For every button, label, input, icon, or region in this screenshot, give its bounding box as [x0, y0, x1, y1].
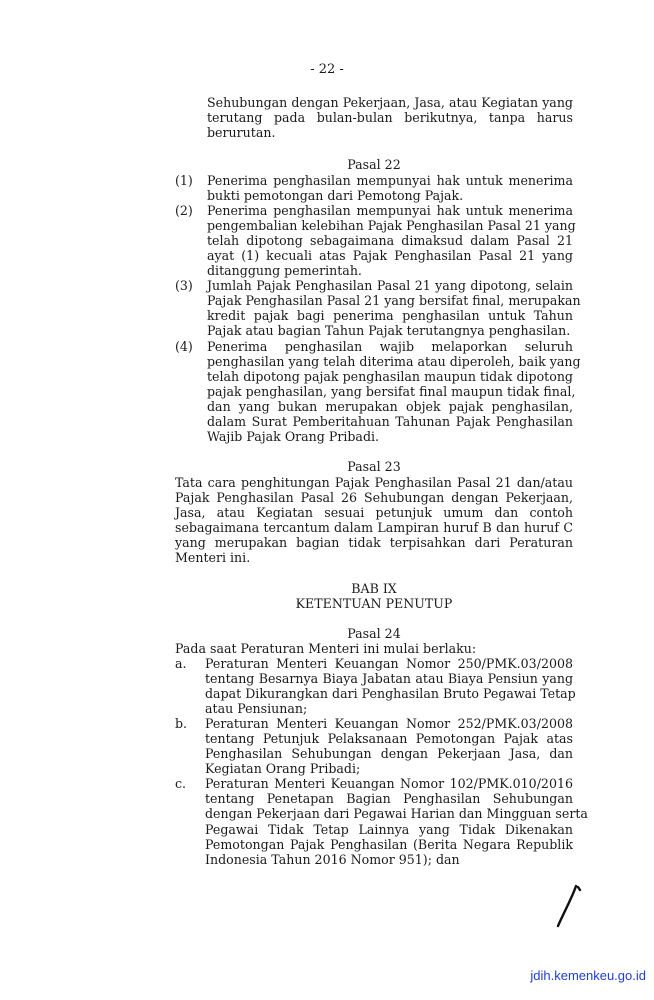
pasal-24-intro: Pada saat Peraturan Menteri ini mulai berlaku:	[175, 641, 477, 656]
text-line: terutang pada bulan-bulan berikutnya, tanpa harus	[207, 110, 573, 126]
text-line: Peraturan Menteri Keuangan Nomor 252/PMK.03/2008	[205, 716, 573, 732]
text-line: tentang Petunjuk Pelaksanaan Pemotongan Pajak atas	[205, 731, 573, 747]
text-line: dapat Dikurangkan dari Penghasilan Bruto Pegawai Tetap	[205, 686, 576, 702]
pasal-23-title: Pasal 23	[347, 459, 401, 474]
text-line: Penerima penghasilan mempunyai hak untuk menerima	[207, 173, 573, 188]
text-line: yang merupakan bagian tidak terpisahkan dari Peraturan	[175, 535, 573, 551]
text-line: kredit pajak bagi penerima penghasilan untuk Tahun	[207, 308, 573, 324]
list-item-marker: (4)	[175, 338, 193, 354]
pasal-22-items	[175, 173, 581, 444]
text-line: Peraturan Menteri Keuangan Nomor 102/PMK.010/2016	[205, 776, 573, 792]
bab-number: BAB IX	[351, 581, 397, 596]
text-line: Pemotongan Pajak Penghasilan (Berita Negara Republik	[205, 836, 573, 852]
text-line: dalam Surat Pemberitahuan Tahunan Pajak Penghasilan	[207, 413, 573, 429]
text-line: pajak penghasilan, yang bersifat final maupun tidak final,	[207, 383, 576, 399]
pasal-24-title: Pasal 24	[347, 626, 401, 641]
text-line: Pajak Penghasilan Pasal 26 Sehubungan dengan Pekerjaan,	[175, 490, 573, 506]
text-line: pengembalian kelebihan Pajak Penghasilan Pasal 21 yang	[207, 218, 576, 234]
list-item-marker: (2)	[175, 203, 193, 219]
intro-paragraph	[207, 95, 573, 140]
pasal-23-paragraph	[175, 475, 573, 565]
list-item	[175, 278, 581, 339]
list-item	[175, 716, 573, 777]
pasal-24-items	[175, 656, 588, 867]
text-line: tentang Besarnya Biaya Jabatan atau Biaya Pensiun yang	[205, 671, 573, 687]
text-line: Indonesia Tahun 2016 Nomor 951); dan	[205, 851, 460, 867]
list-item	[175, 173, 573, 204]
text-line: bukti pemotongan dari Pemotong Pajak.	[207, 188, 464, 204]
text-line: Sehubungan dengan Pekerjaan, Jasa, atau Kegiatan yang	[207, 95, 573, 110]
text-line: Jumlah Pajak Penghasilan Pasal 21 yang dipotong, selain	[207, 278, 573, 294]
list-item-marker: a.	[175, 656, 187, 671]
text-line: berurutan.	[207, 125, 276, 141]
text-line: Pajak atau bagian Tahun Pajak terutangnya penghasilan.	[207, 323, 571, 339]
text-line: Penerima penghasilan wajib melaporkan seluruh	[207, 338, 573, 354]
text-line: sebagaimana tercantum dalam Lampiran huruf B dan huruf C	[175, 520, 573, 536]
page-number: - 22 -	[310, 62, 344, 77]
text-line: Pajak Penghasilan Pasal 21 yang bersifat final, merupakan	[207, 293, 581, 309]
text-line: ditanggung pemerintah.	[207, 263, 362, 279]
footer-website-link[interactable]: jdih.kemenkeu.go.id	[530, 968, 646, 983]
text-line: Wajib Pajak Orang Pribadi.	[207, 428, 380, 444]
text-line: dengan Pekerjaan dari Pegawai Harian dan Mingguan serta	[205, 806, 588, 822]
pasal-22-title: Pasal 22	[347, 157, 401, 172]
list-item	[175, 656, 576, 717]
text-line: Penerima penghasilan mempunyai hak untuk menerima	[207, 203, 573, 219]
text-line: telah dipotong pajak penghasilan maupun tidak dipotong	[207, 368, 573, 384]
signature-mark	[552, 884, 586, 928]
list-item-marker: c.	[175, 776, 187, 792]
list-item	[175, 203, 576, 279]
list-item	[175, 776, 588, 867]
text-line: dan yang bukan merupakan objek pajak penghasilan,	[207, 398, 573, 414]
text-line: Tata cara penghitungan Pajak Penghasilan Pasal 21 dan/atau	[175, 475, 573, 490]
bab-title: KETENTUAN PENUTUP	[295, 596, 453, 611]
text-line: tentang Penetapan Bagian Penghasilan Sehubungan	[205, 791, 573, 807]
text-line: Penghasilan Sehubungan dengan Pekerjaan Jasa, dan	[205, 746, 573, 762]
list-item-marker: b.	[175, 716, 188, 732]
text-line: Jasa, atau Kegiatan sesuai petunjuk umum dan contoh	[175, 505, 573, 521]
text-line: Menteri ini.	[175, 550, 251, 566]
text-line: Pegawai Tidak Tetap Lainnya yang Tidak Dikenakan	[205, 821, 573, 837]
list-item-marker: (3)	[175, 278, 193, 294]
text-line: Peraturan Menteri Keuangan Nomor 250/PMK.03/2008	[205, 656, 573, 671]
text-line: atau Pensiunan;	[205, 701, 308, 717]
list-item	[175, 338, 581, 444]
text-line: penghasilan yang telah diterima atau diperoleh, baik yang	[207, 353, 581, 369]
list-item-marker: (1)	[175, 173, 193, 188]
text-line: Kegiatan Orang Pribadi;	[205, 761, 361, 777]
text-line: telah dipotong sebagaimana dimaksud dalam Pasal 21	[207, 233, 573, 249]
text-line: ayat (1) kecuali atas Pajak Penghasilan Pasal 21 yang	[207, 248, 573, 264]
